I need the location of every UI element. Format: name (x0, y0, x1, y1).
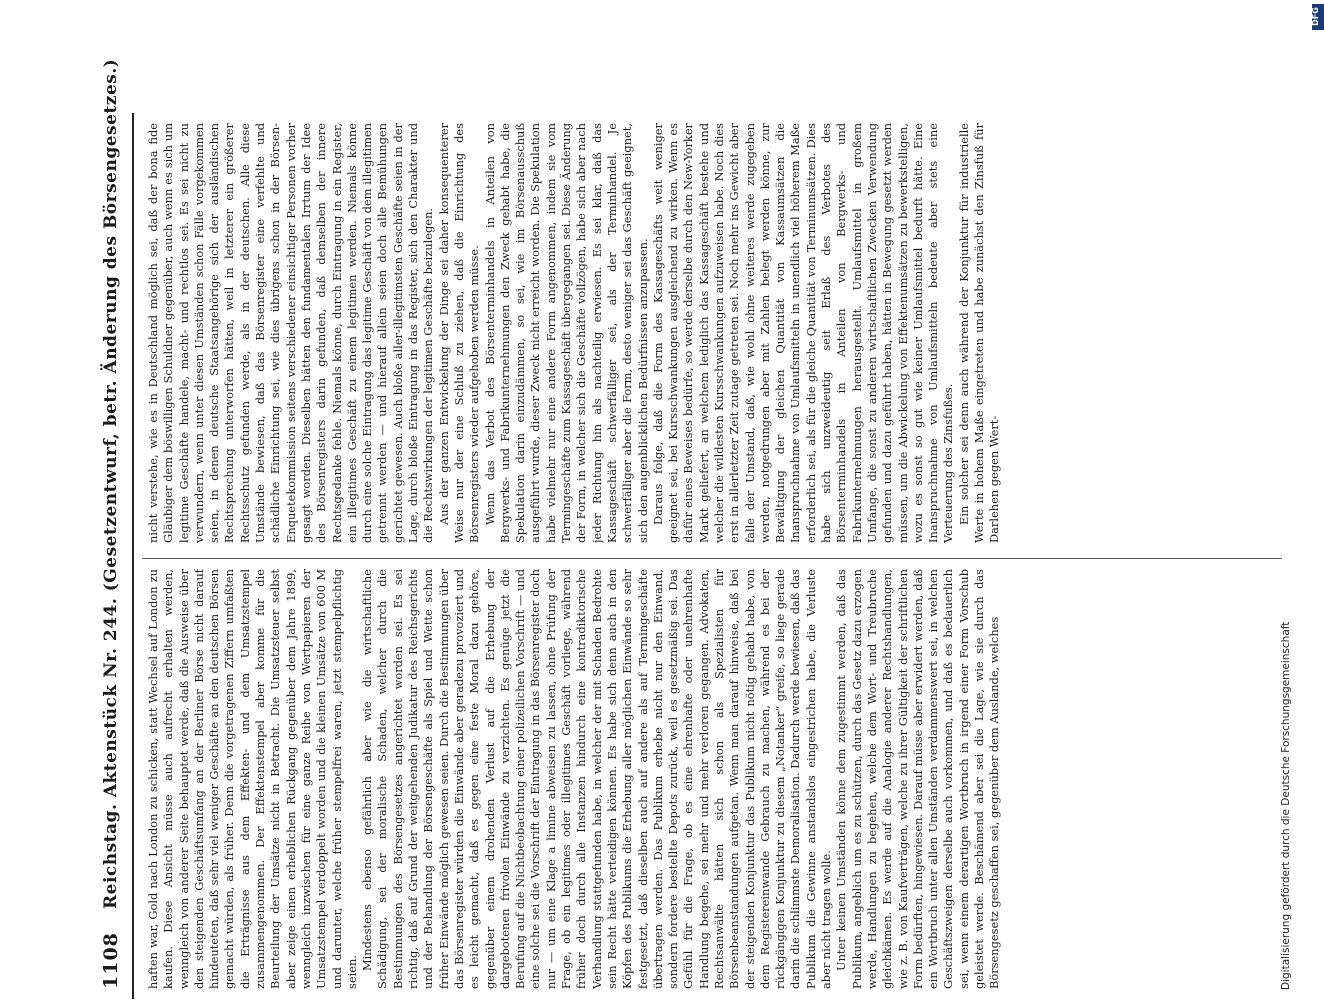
left-paragraph-3: Unter keinen Umständen könne dem zugestimmt werden, daß das Publikum, angeblich um es zu schützen, durch das Gesetz dazu erzogen werde, Handlungen zu begehen, welche dem Wort- und Treubruche gleichkämen. Es werde auf die Analogie anderer Rechtshandlungen, wie z. B. von Kaufverträgen, welche zu ihrer Gültigkeit der schriftlichen Form bedürften, hingewiesen. Darauf müsse aber erwidert werden, daß ein Wortbruch unter allen Umständen verdammenswert sei, in welchen Geschäftszweigen derselbe auch vorkommen, und daß es bedauerlich sei, wenn einem derartigen Wortbruch in irgend einer Form Vorschub geleistet werde. Beschämend aber sei die Lage, wie sie durch das Börsengesetz geschaffen sei, gegenüber dem Auslande, welches (834, 569, 1002, 989)
document-page (94, 58, 1294, 999)
page-header (94, 58, 134, 999)
right-paragraph-3: Wenn das Verbot des Börsenterminhandels in Anteilen von Bergwerks- und Fabrikunternehmungen den Zweck gehabt habe, die Spekulation darin einzudämmen, so sei, wie im Börsenausschuß ausgeführt wurde, dieser Zweck nicht erreicht worden. Die Spekulation habe vielmehr nur eine andere Form angenommen, indem sie vom Termingeschäfte zum Kassageschäft übergegangen sei. Diese Änderung der Form, in welcher sich die Geschäfte vollzögen, habe sich aber nach jeder Richtung hin als nachteilig erwiesen. Es sei klar, daß das Kassageschäft schwerfälliger sei, als der Terminhandel. Je schwerfälliger aber die Form, desto weniger sei das Geschäft geeignet, sich den augenblicklichen Bedürfnissen anzupassen. (482, 123, 650, 543)
left-paragraph-1: haften war, Gold nach London zu schicken, statt Wechsel auf London zu kaufen. Diese Ansicht müsse auch aufrecht erhalten werden, wenngleich von anderer Seite behauptet werde, daß die Ausweise über den steigenden Geschäftsumfang an der Berliner Börse nicht darauf hindeuteten, daß sehr viel weniger Geschäfte an den deutschen Börsen gemacht würden, als früher. Denn die vorgetragenen Ziffern umfaßten die Erträgnisse aus dem Effekten- und dem Umsatzstempel zusammengenommen. Der Effektenstempel aber komme für die Beurteilung der Umsätze nicht in Betracht. Die Umsatzsteuer selbst aber zeige einen erheblichen Rückgang gegenüber dem Jahre 1899, wenngleich inzwischen für eine ganze Reihe von Wertpapieren der Umsatzstempel verdoppelt worden und die kleinen Umsätze von 600 M und darunter, welche früher stempelfrei waren, jetzt stempelpflichtig seien. (146, 569, 359, 989)
dfg-logo-text: DFG (1310, 7, 1320, 26)
left-paragraph-2: Mindestens ebenso gefährlich aber wie die wirtschaftliche Schädigung, sei der moralische Schaden, welcher durch die Bestimmungen des Börsengesetzes angerichtet worden sei. Es sei richtig, daß auf Grund der weitgehenden Judikatur des Reichsgerichts und der Behandlung der Börsengeschäfte als Spiel und Wette schon früher Einwände möglich gewesen seien. Durch die Bestimmungen über das Börsenregister würden die Einwände aber geradezu provoziert und es leicht gemacht, daß es gegen eine feste Moral dazu gehöre, gegenüber einem drohenden Verlust auf die Erhebung der dargebotenen frivolen Einwände zu verzichten. Es genüge jetzt die Berufung auf die Nichtbeobachtung einer polizeilichen Vorschrift — und eine solche sei die Vorschrift der Eintragung in das Börsenregister doch nur — um eine Klage a limine abweisen zu lassen, ohne Prüfung der Frage, ob ein legitimes oder illegitimes Geschäft vorliege, während früher doch durch alle Instanzen hindurch eine kontradiktorische Verhandlung stattgefunden habe, in welcher der mit Schaden Bedrohte sein Recht hätte verteidigen können. Es habe sich denn auch in den Köpfen des Publikums die Erhebung aller möglichen Einwände so sehr festgesetzt, daß dieselben auch auf andere als auf Termingeschäfte übertragen werden. Das Publikum erhebe nicht nur den Einwand, sondern fordere bestellte Depots zurück, weil es gesetzmäßig sei. Das Gefühl für die Frage, ob es eine ehrenhafte oder unehrenhafte Handlung begehe, sei mehr und mehr verloren gegangen. Advokaten, Rechtsanwälte hätten sich schon als Spezialisten für Börsenbeanstandungen aufgetan. Wenn man darauf hinweise, daß bei der steigenden Konjunktur das Publikum nicht nötig gehabt habe, von dem Registereinwande Gebrauch zu machen, während es bei der rückgängigen Konjunktur zu diesem „Notanker“ greife, so liege gerade darin die schlimmste Demoralisation. Dadurch werde bewiesen, daß das Publikum die Gewinne anstandslos eingestrichen habe, die Verluste aber nicht tragen wolle. (360, 569, 834, 989)
digitization-note: Digitalisierung gefördert durch die Deutsche Forschungsgemeinschaft (1280, 621, 1292, 990)
right-column (146, 123, 1286, 543)
right-paragraph-4: Daraus folge, daß die Form des Kassageschäfts weit weniger geeignet sei, bei Kursschwankungen ausgleichend zu wirken. Wenn es dafür eines Beweises bedürfe, so werde derselbe durch den New-Yorker Markt geliefert, an welchem lediglich das Kassageschäft bestehe und welcher die wildesten Kursschwankungen aufzuweisen habe. Noch dies erst in allerletzter Zeit zutage getreten sei. Noch mehr ins Gewicht aber falle der Umstand, daß, wie wohl ohne weiteres werde zugegeben werden, notgedrungen aber mit Zahlen belegt werden könne, zur Bewältigung der gleichen Quantität von Kassaumsätzen die Inanspruchnahme von Umlaufsmitteln in unendlich viel höherem Maße erforderlich sei, als für die gleiche Quantität von Terminumsätzen. Dies habe sich unzweideutig seit Erlaß des Verbotes des Börsenterminhandels in Anteilen von Bergwerks- und Fabrikunternehmungen herausgestellt. Umlaufsmittel in großem Umfange, die sonst zu anderen wirtschaftlichen Zwecken Verwendung gefunden und dazu geführt haben, hätten in Bewegung gesetzt werden müssen, um die Abwickelung von Effektenumsätzen zu bewerkstelligen, wozu es sonst so gut wie keiner Umlaufsmittel bedurft hätte. Eine Inanspruchnahme von Umlaufsmitteln bedeute aber stets eine Verteuerung des Zinsfußes. (650, 123, 956, 543)
left-column (146, 569, 1286, 989)
header-rule (132, 113, 134, 999)
column-divider (142, 558, 1282, 559)
page-title: Reichstag. Aktenstück Nr. 244. (Gesetzentwurf, betr. Änderung des Börsengesetzes.) (101, 58, 121, 909)
right-paragraph-1: nicht verstehe, wie es in Deutschland möglich sei, daß der bona fide Gläubiger dem böswilligen Schuldner gegenüber, auch wenn es sich um legitime Geschäfte handele, macht- und rechtlos sei. Es sei nicht zu verwundern, wenn unter diesen Umständen schon Fälle vorgekommen seien, in denen deutsche Staatsangehörige sich der ausländischen Rechtsprechung unterworfen hätten, weil in letzterer ein größerer Rechtsschutz gefunden werde, als in der deutschen. Alle diese Umstände bewiesen, daß das Börsenregister eine verfehlte und schädliche Einrichtung sei, wie dies übrigens schon in der Börsen-Enquetekommission seitens verschiedener einsichtiger Personen vorher gesagt worden. Dieselben hätten den fundamentalen Irrtum der Idee des Börsenregisters darin gefunden, daß demselben der innere Rechtsgedanke fehle. Niemals könne, durch Eintragung in ein Register, ein illegitimes Geschäft zu einem legitimen werden. Niemals könne durch eine solche Eintragung das legitime Geschäft von dem illegitimen getrennt werden — und hierauf allein seien doch alle Bemühungen gerichtet gewesen. Auch bloße aller-illegitimsten Geschäfte seien in der Lage, durch bloße Eintragung in das Register, sich den Charakter und die Rechtswirkungen der legitimen Geschäfte beizulegen. (146, 123, 436, 543)
page-number: 1108 (100, 932, 122, 989)
dfg-logo (1312, 4, 1324, 30)
right-paragraph-5: Ein solcher sei denn auch während der Konjunktur für industrielle Werte in hohem Maße eingetreten und habe zunächst den Zinsfuß für Darlehen gegen Wert- (956, 123, 1002, 543)
right-paragraph-2: Aus der ganzen Entwickelung der Dinge sei daher konsequenterer Weise nur der eine Schluß zu ziehen, daß die Einrichtung des Börsenregisters wieder aufgehoben werden müsse. (436, 123, 482, 543)
